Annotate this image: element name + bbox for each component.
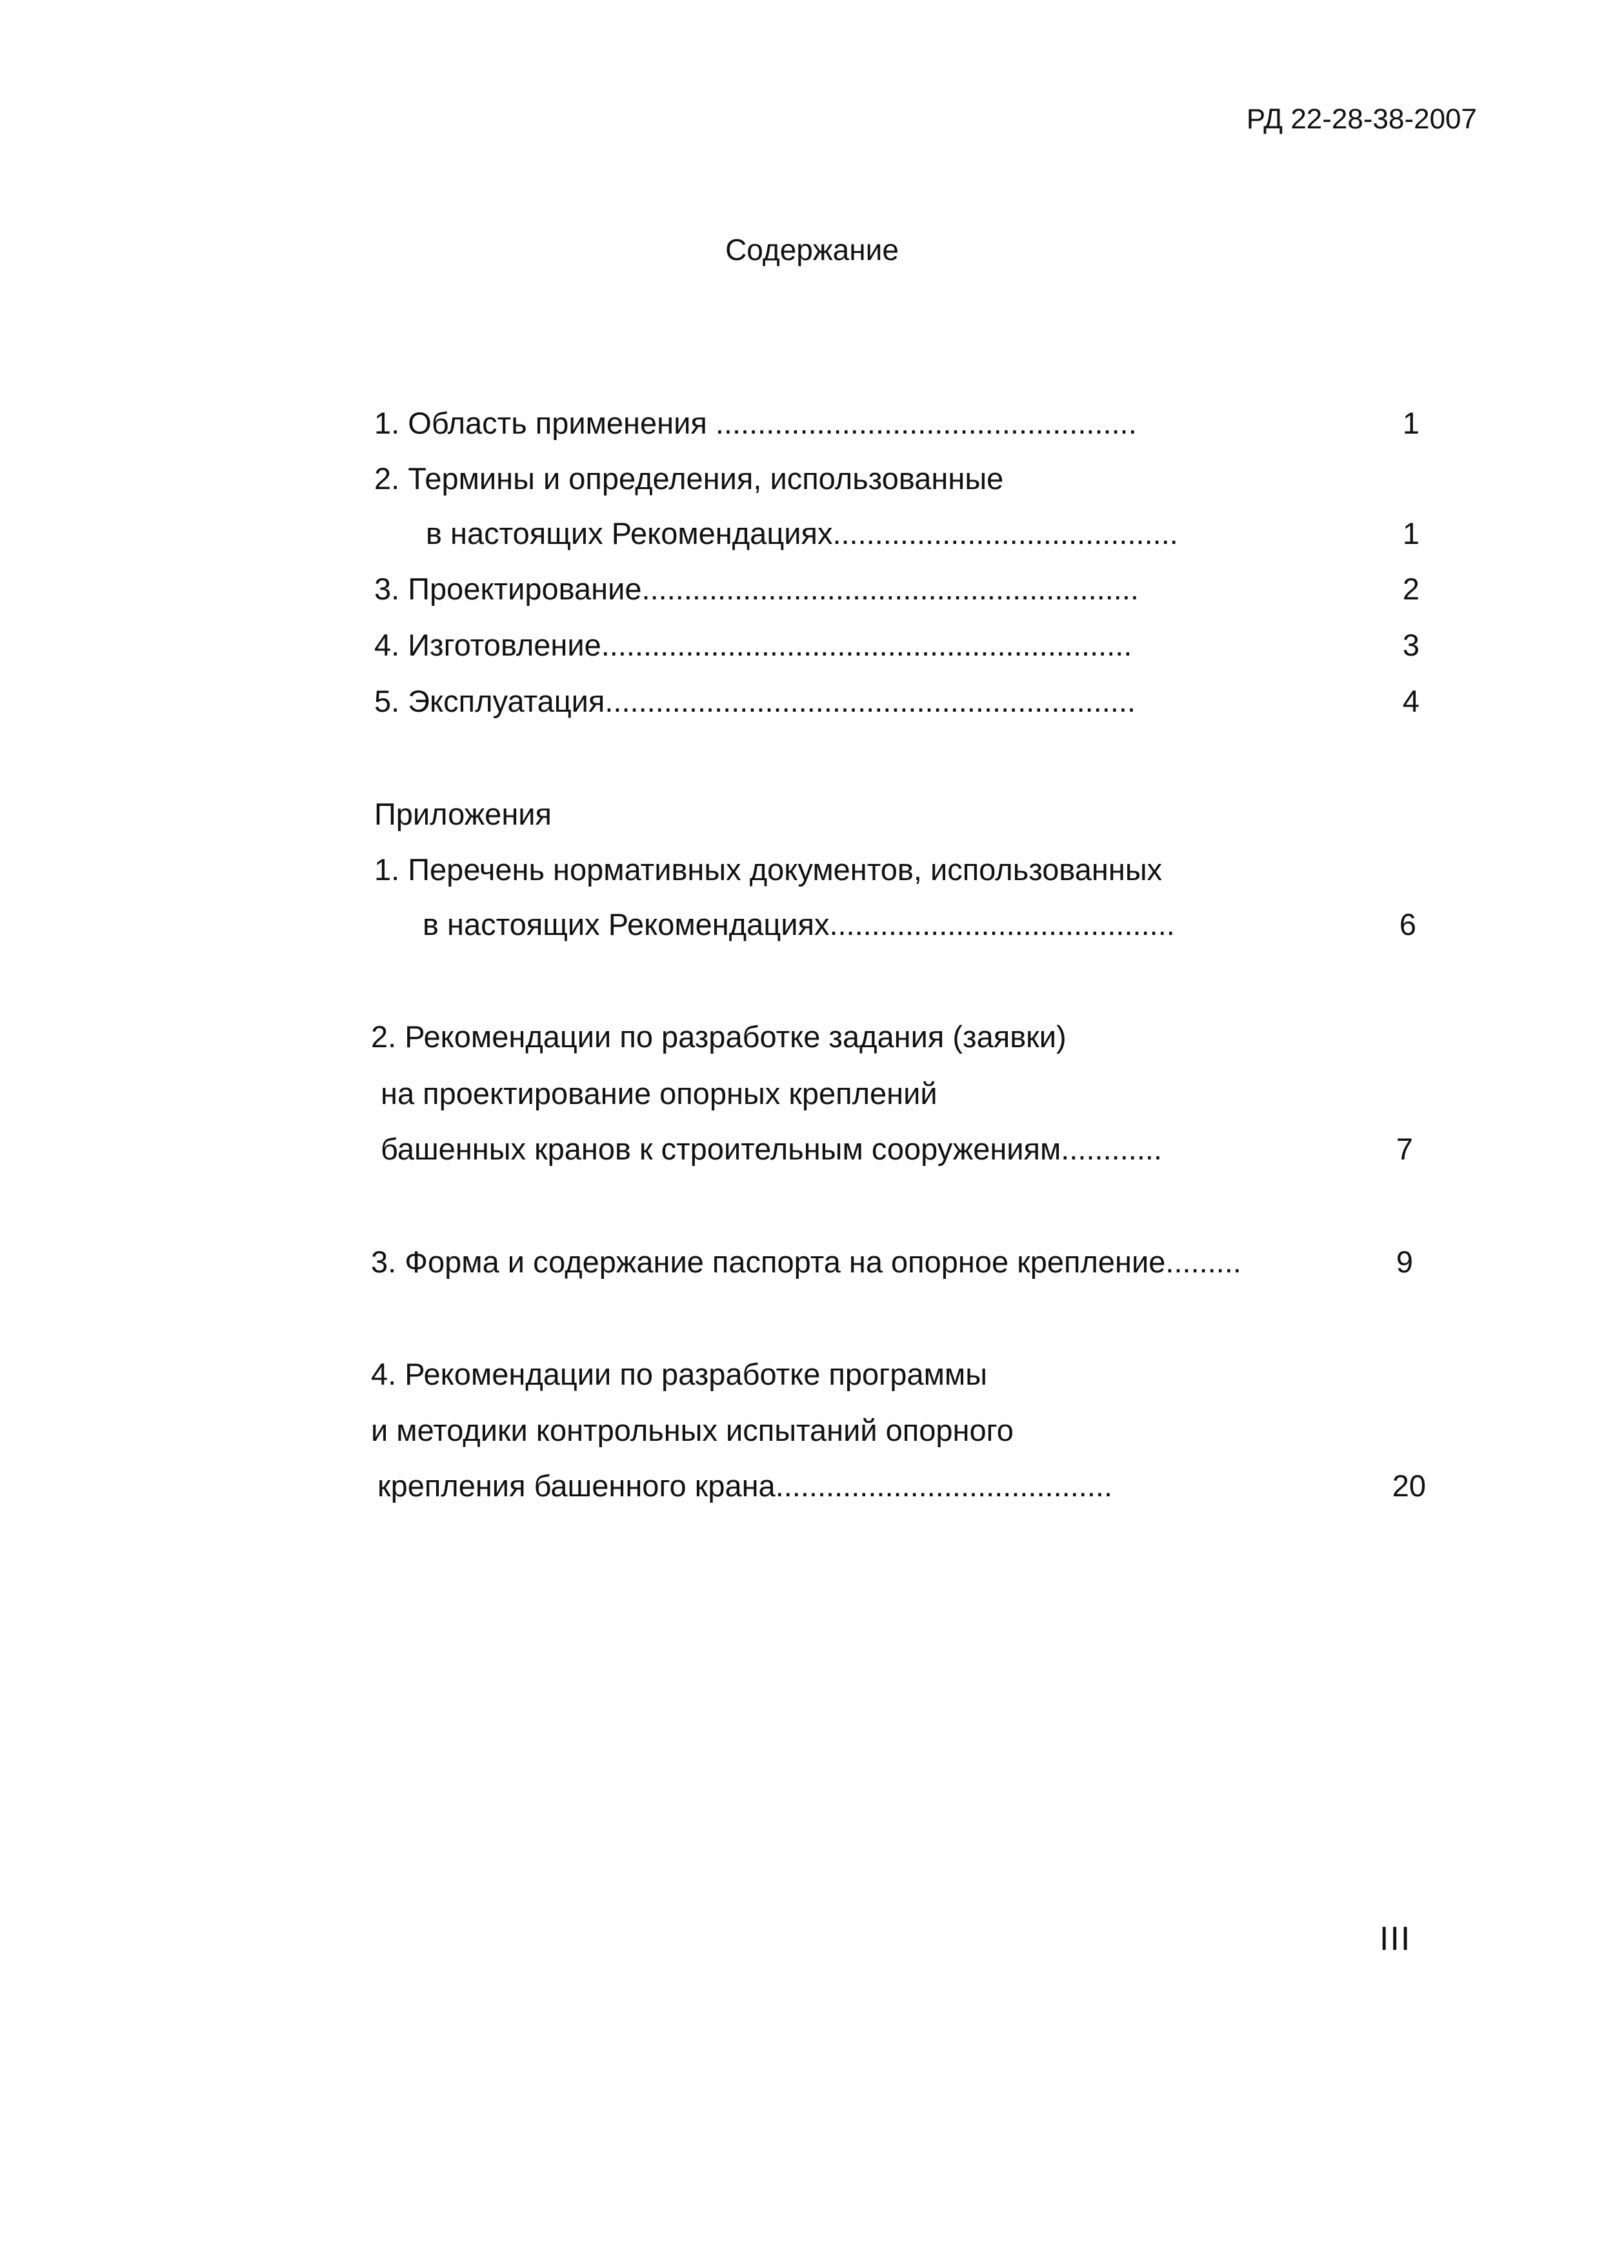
appendix-3-label: 3. Форма и содержание паспорта на опорное крепление......... — [371, 1245, 1241, 1279]
appendix-2-label: башенных кранов к строительным сооружениям............ — [381, 1132, 1163, 1166]
appendix-4-line2: и методики контрольных испытаний опорного — [371, 1413, 1014, 1447]
toc-item-3-label: 3. Проектирование........................................................... — [374, 572, 1139, 606]
appendix-3-page: 9 — [1396, 1245, 1413, 1279]
toc-item-3-page: 2 — [1402, 572, 1419, 606]
toc-item-2-line1: 2. Термины и определения, использованные — [374, 461, 1004, 496]
appendix-2-line1: 2. Рекомендации по разработке задания (заявки) — [371, 1019, 1067, 1054]
appendix-4-line1: 4. Рекомендации по разработке программы — [371, 1357, 987, 1391]
page-number: III — [1379, 1920, 1412, 1958]
appendix-2-line2: на проектирование опорных креплений — [381, 1076, 937, 1110]
appendix-1-line1: 1. Перечень нормативных документов, использованных — [374, 852, 1163, 887]
toc-item-1-label: 1. Область применения .................................................. — [374, 406, 1137, 440]
appendix-2-page: 7 — [1396, 1132, 1413, 1166]
appendix-4-page: 20 — [1392, 1469, 1426, 1503]
toc-item-4-label: 4. Изготовление............................................................... — [374, 628, 1132, 662]
toc-item-1-page: 1 — [1402, 406, 1419, 440]
toc-item-2-page: 1 — [1402, 516, 1419, 550]
page-title: Содержание — [725, 233, 899, 266]
appendix-4-label: крепления башенного крана........................................ — [377, 1469, 1113, 1503]
appendix-1-label: в настоящих Рекомендациях......................................... — [423, 907, 1175, 941]
toc-item-5-label: 5. Эксплуатация............................................................... — [374, 684, 1136, 718]
appendix-1-page: 6 — [1399, 907, 1416, 941]
appendices-heading: Приложения — [374, 797, 552, 831]
toc-item-2-label: в настоящих Рекомендациях......................................... — [426, 516, 1178, 550]
toc-item-4-page: 3 — [1402, 628, 1419, 662]
toc-item-5-page: 4 — [1402, 684, 1419, 718]
document-code: РД 22-28-38-2007 — [1246, 103, 1477, 135]
